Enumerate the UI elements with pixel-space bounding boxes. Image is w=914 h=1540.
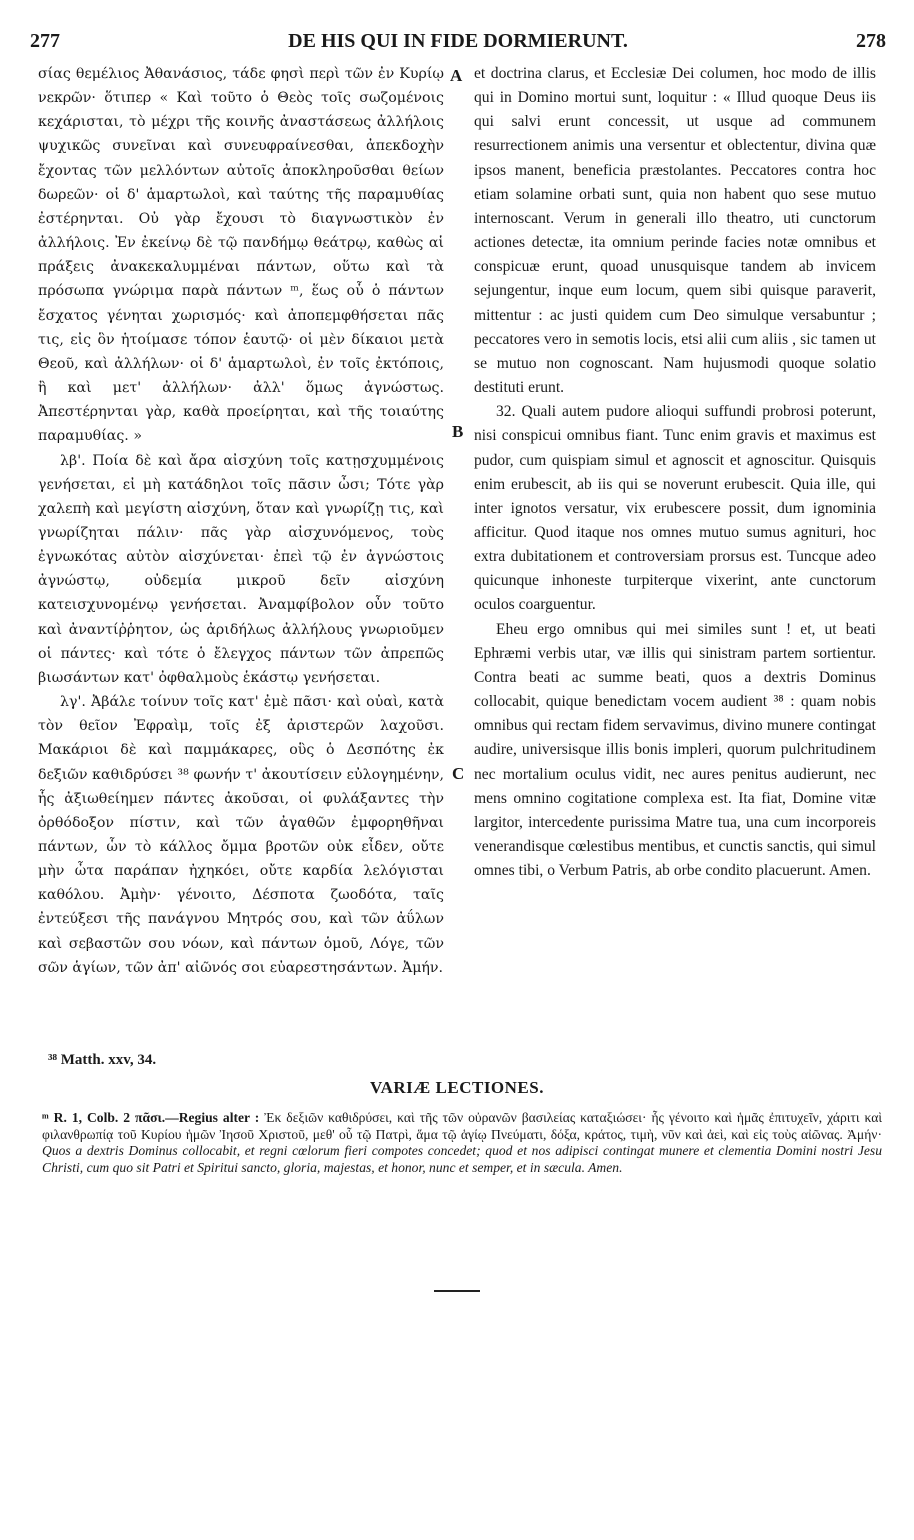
margin-letter-a: A bbox=[450, 66, 463, 85]
closing-rule bbox=[434, 1290, 480, 1292]
greek-column bbox=[38, 62, 444, 980]
page-number-left: 277 bbox=[30, 30, 60, 52]
latin-paragraph-2: 32. Quali autem pudore alioqui suffundi probrosi poterunt, nisi conspicui omnibus fiant. Tunc enim gravis et maximus est pudor, cum quispiam simul et agnoscit et agnoscitur. Quisquis enim erubescit, ab iis qui se noverunt erubescit. Quia ille, qui inter ignotos versatur, vix erubescere possit, dum ignominia afficitur. Quod itaque nos omnes mutuo sumus agnituri, hoc extra dubitationem et controversiam prorsus est. Tuncque adeo quicunque inhoneste turpiterque vixerint, ante cunctorum oculos coarguentur. bbox=[474, 403, 876, 614]
greek-paragraph-2: λβ'. Ποία δὲ καὶ ἄρα αἰσχύνη τοῖς κατῃσχυμμένοις γενήσεται, εἰ μὴ κατάδηλοι τοῖς πᾶσιν ὦσι; Τότε γὰρ χαλεπὴ καὶ μεγίστη αἰσχύνη, ὅταν καὶ γνωρίζῃ τις, καὶ γνωρίζηται πάλιν· πᾶς γὰρ αἰσχυνόμενος, τοὺς ἐγνωκότας αὐτὸν αἰσχύνεται· ἐπεὶ τῷ ἐν ἀγνώστοις ἀγνώστῳ, οὐδεμία μικροῦ δεῖν αἰσχύνη κατεισχυνομένῳ γενήσεται. Ἀναμφίβολον οὖν τοῦτο καὶ ἀναντίῤῥητον, ὡς ἀριδήλως ἀλλήλους γνωριοῦμεν οἱ πάντες· καὶ τότε ὁ ἔλεγχος πάντων τῶν ἀπρεπῶς βιωσάντων κατ' ὀφθαλμοὺς ἑκάστῳ γενήσεται. bbox=[38, 452, 444, 686]
running-header bbox=[30, 30, 886, 58]
latin-paragraph-1: et doctrina clarus, et Ecclesiæ Dei columen, hoc modo de illis qui in Domino mortui sunt, loquitur : « Illud quoque Deus iis qui salvi erunt concessit, ut usque ad communem resurrectionem animis una versentur et oblectentur, divina quæ ipsos manent, beneficia præstolantes. Peccatores contra hoc etiam solamine orbati sunt, quia non habent quo sese mutuo internoscant. Verum in generali illo theatro, uti cunctorum actiones detectæ, ita omnium perinde facies notæ omnibus et conspicuæ erunt, quoad unusquisque tandem ab invicem sejungentur, inque eum locum, quem sibi quisque paraverit, mittentur : ac justi quidem cum Deo simulque versabuntur ; peccatores vero in semotis locis, etsi alii cum aliis , sic tamen ut se mutuo non cognoscant. Nam hujusmodi quoque solatio destituti erunt. bbox=[474, 65, 876, 397]
footnote: ³⁸ Matth. xxv, 34. bbox=[48, 1052, 157, 1068]
variant-lead: ᵐ R. 1, Colb. 2 πᾶσι.—Regius alter : bbox=[42, 1110, 260, 1125]
margin-letter-c: C bbox=[452, 764, 465, 783]
running-title: DE HIS QUI IN FIDE DORMIERUNT. bbox=[288, 30, 628, 52]
margin-letter-b: B bbox=[452, 422, 464, 441]
variant-latin-text: Quos a dextris Dominus collocabit, et regni cœlorum fieri compotes concedet; quod et nos adipisci contingat munere et clementia Domini nostri Jesu Christi, cum quo sit Patri et Spiritui sancto, gloria, majestas, et honor, nunc et semper, et in sæcula. Amen. bbox=[42, 1143, 882, 1175]
greek-paragraph-3: λγ'. Ἀβάλε τοίνυν τοῖς κατ' ἐμὲ πᾶσι· καὶ οὐαὶ, κατὰ τὸν θεῖον Ἐφραὶμ, τοῖς ἐξ ἀριστερῶν λαχοῦσι. Μακάριοι δὲ καὶ παμμάκαρες, οὓς ὁ Δεσπότης ἐκ δεξιῶν καθιδρύσει ³⁸ φωνήν τ' ἀκουτίσειν εὐλογημένην, ἧς ἀξιωθείημεν πάντες ἀκοῦσαι, οἱ φυλάξαντες τὴν ὀρθόδοξον πίστιν, καὶ τῶν ἀγαθῶν ἐμφορηθῆναι πάντων, ὧν τὸ κάλλος ὄμμα βροτῶν οὐκ εἶδεν, οὔτε μὴν ὦτα παράπαν ἠχηκόει, οὔτε καρδία λελόγισται καθόλου. Ἀμὴν· γένοιτο, Δέσποτα ζωοδότα, ταῖς ἐντεύξεσι τῆς πανάγνου Μητρός σου, καὶ τῶν ἀΰλων καὶ σεβαστῶν σου νόων, καὶ πάντων ὁμοῦ, Λόγε, τῶν σῶν ἁγίων, τῶν ἀπ' αἰῶνός σοι εὐαρεστησάντων. Ἀμήν. bbox=[38, 694, 444, 976]
variant-greek-text: Ἐκ δεξιῶν καθιδρύσει, καὶ τῆς τῶν οὐρανῶν βασιλείας καταξιώσει· ἧς γένοιτο καὶ ἡμᾶς ἐπιτυχεῖν, χάριτι καὶ φιλανθρωπίᾳ τοῦ Κυρίου ἡμῶν Ἰησοῦ Χριστοῦ, μεθ' οὗ τῷ Πατρὶ, ἅμα τῷ ἁγίῳ Πνεύματι, δόξα, κράτος, τιμὴ, νῦν καὶ ἀεὶ, καὶ εἰς τοὺς αἰῶνας. Ἀμήν· bbox=[42, 1110, 882, 1142]
latin-column bbox=[474, 62, 876, 883]
variae-lectiones-title: VARIÆ LECTIONES. bbox=[370, 1078, 544, 1097]
latin-paragraph-3: Eheu ergo omnibus qui mei similes sunt ! et, ut beati Ephræmi verbis utar, væ illis qui sinistram partem sortientur. Contra beati ac summe beati, quos a dextris Dominus collocabit, quique benedictam vocem audient ³⁸ : quam nobis omnibus qui rectam fidem servavimus, divino munere contingat audire, universisque illis bonis impleri, quorum pulchritudinem nec mortalium oculus vidit, nec aures penitus audierunt, nec mens omnino cogitatione complexa est. Ita fiat, Domine vitæ largitor, intercedente purissima Matre tua, una cum incorporeis venerandisque cœlestibus mentibus, et cunctis sanctis, qui simul omnes tibi, o Verbum Patris, ab orbe condito placuerunt. Amen. bbox=[474, 620, 876, 880]
page-number-right: 278 bbox=[856, 30, 886, 52]
variae-lectiones-note bbox=[42, 1110, 882, 1176]
greek-paragraph-1: σίας θεμέλιος Ἀθανάσιος, τάδε φησὶ περὶ τῶν ἐν Κυρίῳ νεκρῶν· ὅτιπερ « Καὶ τοῦτο ὁ Θεὸς τοῖς σωζομένοις κεχάρισται, τὸ μέχρι τῆς κοινῆς ἀναστάσεως ἀλλήλοις ψυχικῶς συνεῖναι καὶ συνευφραίνεσθαι, ἀπεκδοχὴν ἔχοντας τῶν μελλόντων αὐτοῖς ἀποκληροῦσθαι θείων δωρεῶν· οἱ δ' ἁμαρτωλοὶ, καὶ ταύτης τῆς παραμυθίας ἐστέρηνται. Οὐ γὰρ ἔχουσι τὸ διαγνωστικὸν ἐν ἀλλήλοις. Ἐν ἐκείνῳ δὲ τῷ πανδήμῳ θεάτρῳ, καθὼς αἱ πράξεις ἀνακεκαλυμμέναι πάντων, οὕτω καὶ τὰ πρόσωπα γνώριμα παρὰ πάντων ᵐ, ἕως οὗ ὁ πάντων ἔσχατος γένηται χωρισμός· καὶ ἀποπεμφθήσεται πᾶς τις, εἰς ὃν ἡτοίμασε τόπον ἑαυτῷ· οἱ μὲν δίκαιοι μετὰ Θεοῦ, καὶ ἀλλήλων· οἱ δ' ἁμαρτωλοὶ, ἐν τοῖς ἐκτόποις, ἢ καὶ μετ' ἀλλήλων· ἀλλ' ὅμως ἀγνώστως. Ἀπεστέρηνται γὰρ, καθὰ προείρηται, καὶ τῆς τοιαύτης παραμυθίας. » bbox=[38, 66, 444, 445]
